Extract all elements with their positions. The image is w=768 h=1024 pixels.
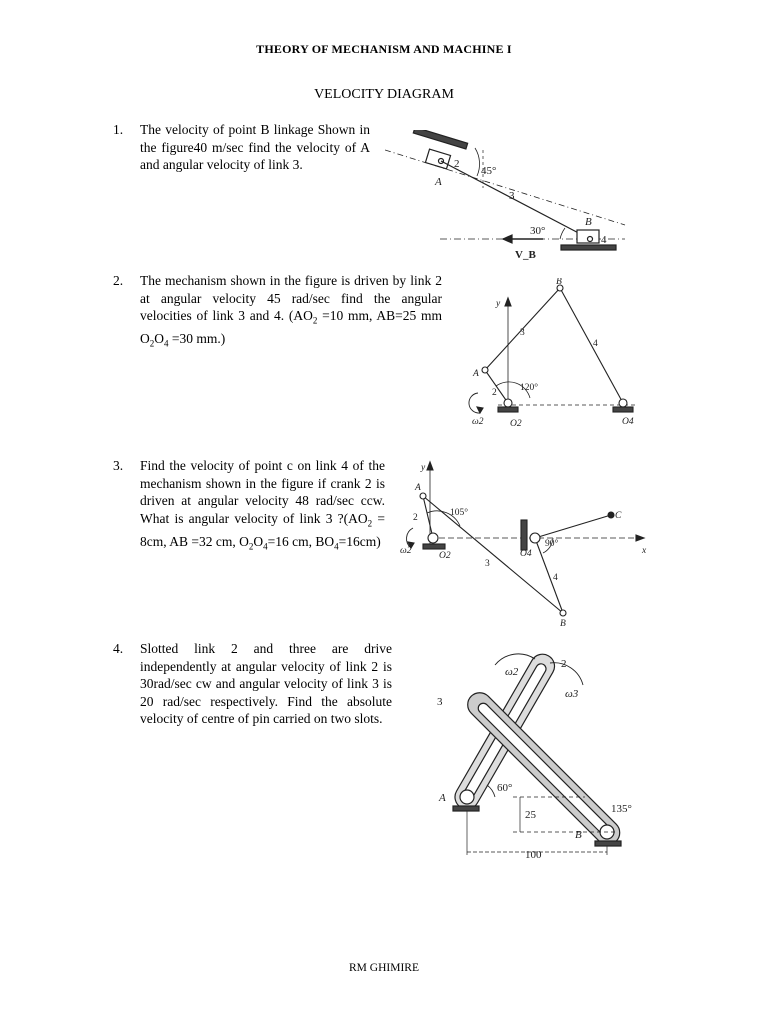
- svg-text:ω2: ω2: [505, 666, 519, 678]
- link-3: [441, 161, 590, 239]
- problem-number: 2.: [113, 273, 124, 288]
- link-4-arm: [535, 515, 611, 538]
- svg-text:30°: 30°: [530, 225, 546, 237]
- svg-text:4: 4: [553, 573, 558, 583]
- svg-text:3: 3: [485, 559, 490, 569]
- svg-text:3: 3: [509, 190, 515, 202]
- figure-4-slotted-links: [425, 645, 645, 870]
- svg-text:2: 2: [413, 513, 418, 523]
- svg-text:O2: O2: [439, 551, 451, 561]
- svg-text:2: 2: [561, 658, 567, 670]
- svg-text:90°: 90°: [545, 539, 559, 549]
- svg-text:B: B: [575, 829, 582, 841]
- svg-text:4: 4: [601, 234, 607, 246]
- svg-text:2: 2: [492, 388, 497, 398]
- svg-text:B: B: [560, 619, 566, 628]
- problem-text: The mechanism shown in the figure is driven by link 2 at angular velocity 45 rad/sec find the angular velocities of link 3 and 4. ($AO_2 =10$ mm, AB=25 mm $O_2O_4 =30$ mm.): [140, 273, 442, 349]
- figure-1-slider-linkage: [385, 130, 630, 270]
- link-2: [485, 370, 508, 403]
- problem-number: 4.: [113, 641, 124, 656]
- svg-text:25: 25: [525, 809, 536, 821]
- svg-text:x: x: [642, 546, 647, 556]
- page-title: VELOCITY DIAGRAM: [314, 87, 454, 102]
- problem-text: Find the velocity of point c on link 4 of the mechanism shown in the figure if crank 2 is driven at angular velocity 48 rad/sec ccw. What is angular velocity of link 3 $?(AO_2 = 8cm$, AB =32 cm, $O_2O_4=16$ cm, $BO_4=16cm$): [140, 458, 385, 552]
- inclined-guide: [413, 130, 467, 149]
- svg-text:45°: 45°: [481, 165, 497, 177]
- svg-text:3: 3: [437, 696, 443, 708]
- svg-text:4: 4: [593, 339, 598, 349]
- figure-3-linkage: [395, 458, 655, 628]
- problem-text: Slotted link 2 and three are drive independently at angular velocity of link 2 is 30rad/sec cw and angular velocity of link 3 is 20 rad/sec respectively. Find the absolute velocity of centre of pin carried on two slots.: [140, 641, 392, 726]
- svg-text:B: B: [556, 278, 562, 287]
- svg-text:A: A: [473, 369, 479, 379]
- svg-text:3: 3: [520, 328, 525, 338]
- svg-text:O2: O2: [510, 419, 522, 429]
- page-header: THEORY OF MECHANISM AND MACHINE I: [256, 42, 512, 56]
- svg-text:100: 100: [525, 849, 542, 861]
- link-4: [560, 288, 623, 403]
- svg-text:O4: O4: [622, 417, 634, 427]
- svg-text:120°: 120°: [520, 383, 539, 393]
- svg-text:135°: 135°: [611, 803, 632, 815]
- svg-text:ω2: ω2: [472, 417, 484, 427]
- svg-text:ω3: ω3: [565, 688, 579, 700]
- page-footer: RM GHIMIRE: [349, 962, 419, 974]
- svg-text:ω2: ω2: [400, 546, 412, 556]
- problem-number: 3.: [113, 458, 124, 473]
- svg-text:B: B: [585, 216, 592, 228]
- svg-text:y: y: [421, 463, 426, 473]
- svg-text:A: A: [415, 483, 421, 493]
- problem-text: The velocity of point B linkage Shown in the figure40 m/sec find the velocity of A and angular velocity of link 3.: [140, 122, 370, 172]
- link-2: [423, 496, 433, 538]
- svg-text:O4: O4: [520, 549, 532, 559]
- svg-text:105°: 105°: [450, 508, 469, 518]
- svg-text:y: y: [496, 299, 501, 309]
- svg-text:60°: 60°: [497, 782, 513, 794]
- svg-text:C: C: [615, 511, 622, 521]
- svg-text:A: A: [439, 792, 446, 804]
- slider-a: [425, 149, 450, 169]
- svg-text:2: 2: [454, 158, 460, 170]
- svg-text:A: A: [435, 176, 442, 188]
- svg-text:V_B: V_B: [515, 249, 536, 261]
- figure-2-four-bar: [468, 278, 658, 433]
- problem-number: 1.: [113, 122, 124, 137]
